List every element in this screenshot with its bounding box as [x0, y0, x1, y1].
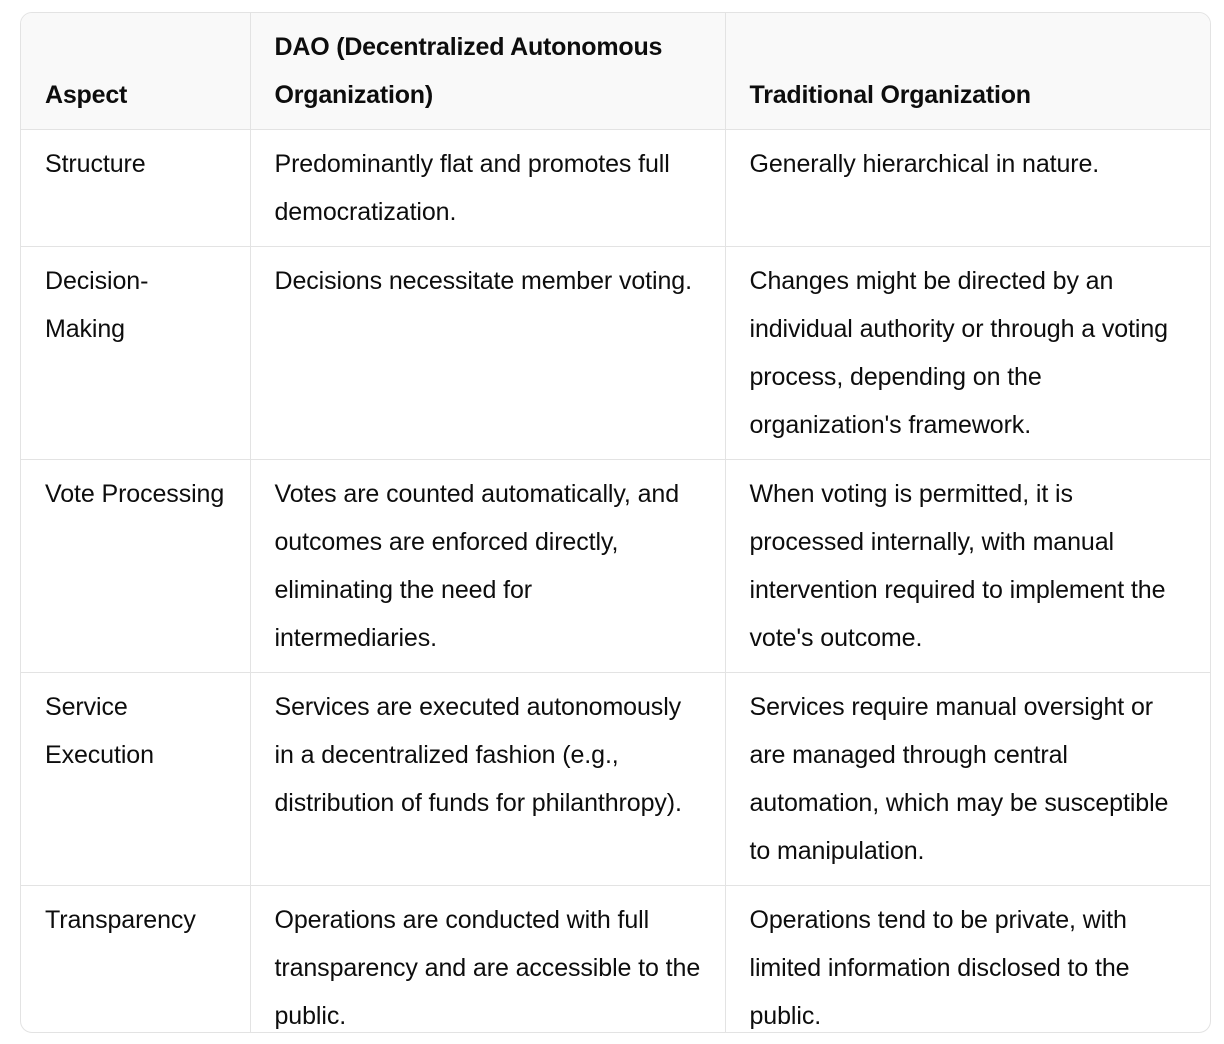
header-dao: DAO (Decentralized Autonomous Organization): [250, 13, 725, 130]
cell-dao: Services are executed autonomously in a decentralized fashion (e.g., distribution of funds for philanthropy).: [250, 673, 725, 886]
cell-aspect: Transparency: [21, 886, 250, 1034]
table-row: [21, 886, 1210, 1034]
cell-aspect: Decision-Making: [21, 247, 250, 460]
cell-dao: Operations are conducted with full transparency and are accessible to the public.: [250, 886, 725, 1034]
comparison-table-container: [20, 12, 1211, 1033]
cell-traditional: When voting is permitted, it is processed internally, with manual intervention required to implement the vote's outcome.: [725, 460, 1210, 673]
header-aspect: Aspect: [21, 13, 250, 130]
cell-dao: Predominantly flat and promotes full democratization.: [250, 130, 725, 247]
cell-traditional: Generally hierarchical in nature.: [725, 130, 1210, 247]
table-row: [21, 130, 1210, 247]
table-row: [21, 673, 1210, 886]
cell-traditional: Services require manual oversight or are managed through central automation, which may be susceptible to manipulation.: [725, 673, 1210, 886]
cell-dao: Votes are counted automatically, and outcomes are enforced directly, eliminating the need for intermediaries.: [250, 460, 725, 673]
comparison-table: [21, 13, 1210, 1033]
cell-aspect: Structure: [21, 130, 250, 247]
cell-aspect: Vote Processing: [21, 460, 250, 673]
cell-aspect: Service Execution: [21, 673, 250, 886]
table-header: [21, 13, 1210, 130]
cell-traditional: Operations tend to be private, with limited information disclosed to the public.: [749, 906, 1130, 1030]
header-traditional: Traditional Organization: [725, 13, 1210, 130]
header-row: [21, 13, 1210, 130]
table-body: [21, 130, 1210, 1034]
cell-traditional: Changes might be directed by an individual authority or through a voting process, depending on the organization's framework.: [725, 247, 1210, 460]
table-row: [21, 460, 1210, 673]
table-row: [21, 247, 1210, 460]
cell-dao: Decisions necessitate member voting.: [250, 247, 725, 460]
